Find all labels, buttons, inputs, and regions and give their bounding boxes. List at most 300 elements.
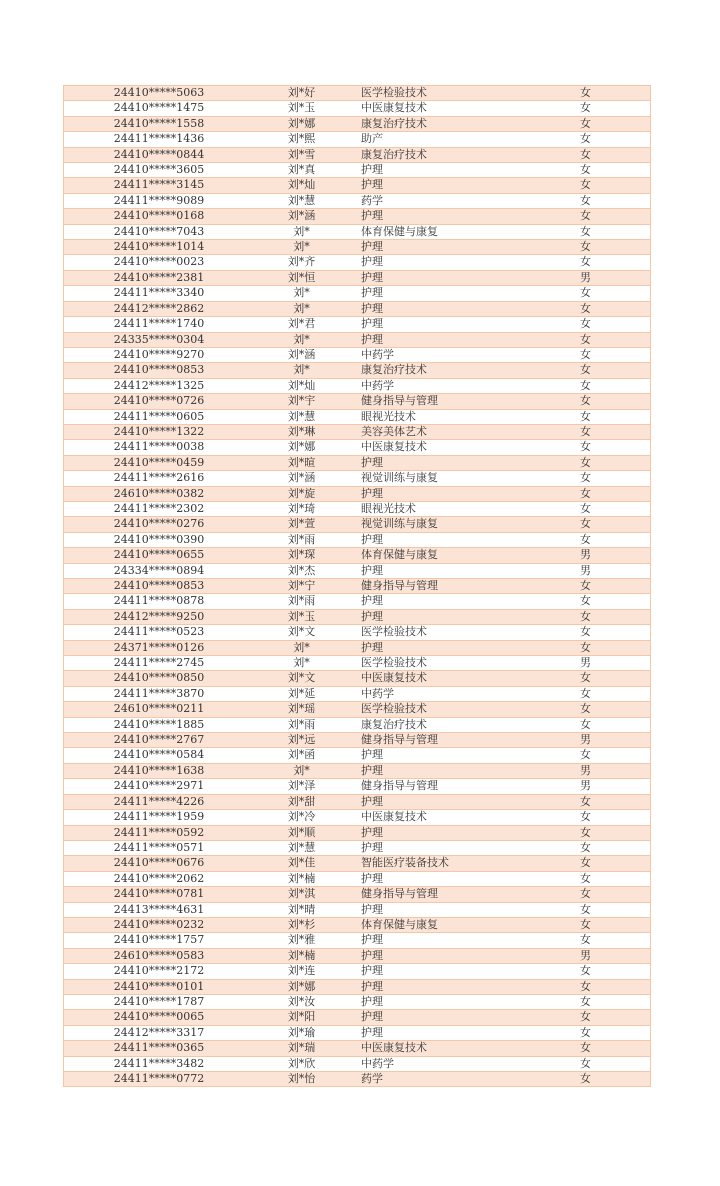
major-cell: 医学检验技术 (349, 86, 521, 101)
student-name-cell: 刘*涵 (254, 347, 349, 362)
table-row (64, 794, 651, 809)
student-id-cell: 24411*****3145 (64, 178, 255, 193)
table-row (64, 579, 651, 594)
table-row (64, 656, 651, 671)
major-cell: 助产 (349, 132, 521, 147)
student-name-cell: 刘*雪 (254, 147, 349, 162)
student-name-cell: 刘*远 (254, 733, 349, 748)
student-id-cell: 24410*****1558 (64, 116, 255, 131)
student-name-cell: 刘*娜 (254, 440, 349, 455)
table-row (64, 486, 651, 501)
table-row (64, 301, 651, 316)
gender-cell: 女 (521, 810, 651, 825)
major-cell: 中医康复技术 (349, 1041, 521, 1056)
gender-cell: 女 (521, 609, 651, 624)
table-row (64, 748, 651, 763)
gender-cell: 女 (521, 917, 651, 932)
major-cell: 护理 (349, 270, 521, 285)
student-id-cell: 24411*****9089 (64, 193, 255, 208)
gender-cell: 女 (521, 394, 651, 409)
student-name-cell: 刘*阳 (254, 1010, 349, 1025)
major-cell: 健身指导与管理 (349, 733, 521, 748)
major-cell: 中药学 (349, 378, 521, 393)
student-name-cell: 刘*淇 (254, 887, 349, 902)
student-id-cell: 24410*****0232 (64, 917, 255, 932)
table-row (64, 871, 651, 886)
table-row (64, 409, 651, 424)
student-id-cell: 24335*****0304 (64, 332, 255, 347)
student-name-cell: 刘*雅 (254, 933, 349, 948)
student-name-cell: 刘*旋 (254, 486, 349, 501)
student-id-cell: 24411*****0592 (64, 825, 255, 840)
student-id-cell: 24410*****0655 (64, 548, 255, 563)
student-name-cell: 刘*慧 (254, 840, 349, 855)
student-name-cell: 刘*顺 (254, 825, 349, 840)
student-name-cell: 刘*延 (254, 686, 349, 701)
table-row (64, 270, 651, 285)
gender-cell: 女 (521, 363, 651, 378)
student-name-cell: 刘*齐 (254, 255, 349, 270)
student-name-cell: 刘*雨 (254, 532, 349, 547)
student-name-cell: 刘*琳 (254, 424, 349, 439)
student-id-cell: 24411*****3870 (64, 686, 255, 701)
gender-cell: 女 (521, 579, 651, 594)
gender-cell: 男 (521, 548, 651, 563)
major-cell: 护理 (349, 1010, 521, 1025)
student-id-cell: 24411*****2302 (64, 501, 255, 516)
table-row (64, 363, 651, 378)
gender-cell: 女 (521, 286, 651, 301)
gender-cell: 女 (521, 625, 651, 640)
gender-cell: 女 (521, 717, 651, 732)
student-id-cell: 24411*****1740 (64, 317, 255, 332)
major-cell: 中药学 (349, 1056, 521, 1071)
major-cell: 护理 (349, 763, 521, 778)
table-row (64, 424, 651, 439)
major-cell: 康复治疗技术 (349, 717, 521, 732)
student-name-cell: 刘* (254, 224, 349, 239)
student-id-cell: 24410*****1475 (64, 101, 255, 116)
gender-cell: 女 (521, 209, 651, 224)
major-cell: 中医康复技术 (349, 440, 521, 455)
major-cell: 护理 (349, 301, 521, 316)
student-id-cell: 24610*****0382 (64, 486, 255, 501)
table-row (64, 917, 651, 932)
table-row (64, 1072, 651, 1087)
student-id-cell: 24410*****1322 (64, 424, 255, 439)
student-id-cell: 24410*****5063 (64, 86, 255, 101)
student-id-cell: 24410*****0584 (64, 748, 255, 763)
student-name-cell: 刘*宇 (254, 394, 349, 409)
major-cell: 康复治疗技术 (349, 363, 521, 378)
table-row (64, 378, 651, 393)
table-row (64, 347, 651, 362)
table-row (64, 394, 651, 409)
student-id-cell: 24410*****1885 (64, 717, 255, 732)
gender-cell: 男 (521, 656, 651, 671)
student-id-cell: 24410*****0390 (64, 532, 255, 547)
student-id-cell: 24411*****3340 (64, 286, 255, 301)
student-name-cell: 刘*雨 (254, 717, 349, 732)
student-id-cell: 24371*****0126 (64, 640, 255, 655)
major-cell: 护理 (349, 255, 521, 270)
student-table (63, 85, 651, 1087)
student-name-cell: 刘*冷 (254, 810, 349, 825)
gender-cell: 女 (521, 1056, 651, 1071)
student-name-cell: 刘*慧 (254, 409, 349, 424)
major-cell: 护理 (349, 871, 521, 886)
gender-cell: 女 (521, 871, 651, 886)
student-id-cell: 24334*****0894 (64, 563, 255, 578)
gender-cell: 女 (521, 101, 651, 116)
student-name-cell: 刘*娜 (254, 979, 349, 994)
major-cell: 视觉训练与康复 (349, 471, 521, 486)
student-name-cell: 刘*恒 (254, 270, 349, 285)
student-id-cell: 24411*****0038 (64, 440, 255, 455)
gender-cell: 女 (521, 532, 651, 547)
table-row (64, 455, 651, 470)
table-row (64, 686, 651, 701)
major-cell: 体育保健与康复 (349, 224, 521, 239)
major-cell: 健身指导与管理 (349, 394, 521, 409)
gender-cell: 女 (521, 640, 651, 655)
table-row (64, 193, 651, 208)
student-name-cell: 刘*佳 (254, 856, 349, 871)
table-row (64, 640, 651, 655)
student-id-cell: 24410*****0850 (64, 671, 255, 686)
table-row (64, 1025, 651, 1040)
gender-cell: 女 (521, 1041, 651, 1056)
student-id-cell: 24411*****2616 (64, 471, 255, 486)
student-id-cell: 24412*****1325 (64, 378, 255, 393)
table-row (64, 702, 651, 717)
table-row (64, 994, 651, 1009)
student-id-cell: 24410*****0781 (64, 887, 255, 902)
student-name-cell: 刘*君 (254, 317, 349, 332)
student-id-cell: 24411*****4226 (64, 794, 255, 809)
student-id-cell: 24410*****0065 (64, 1010, 255, 1025)
table-row (64, 1056, 651, 1071)
table-row (64, 671, 651, 686)
student-name-cell: 刘*雨 (254, 594, 349, 609)
gender-cell: 女 (521, 255, 651, 270)
major-cell: 视觉训练与康复 (349, 517, 521, 532)
student-id-cell: 24410*****0276 (64, 517, 255, 532)
student-id-cell: 24410*****1787 (64, 994, 255, 1009)
major-cell: 护理 (349, 840, 521, 855)
major-cell: 医学检验技术 (349, 625, 521, 640)
major-cell: 护理 (349, 163, 521, 178)
major-cell: 护理 (349, 933, 521, 948)
major-cell: 健身指导与管理 (349, 579, 521, 594)
student-name-cell: 刘*萱 (254, 517, 349, 532)
gender-cell: 女 (521, 1010, 651, 1025)
table-row (64, 964, 651, 979)
major-cell: 护理 (349, 979, 521, 994)
major-cell: 护理 (349, 994, 521, 1009)
major-cell: 眼视光技术 (349, 409, 521, 424)
student-name-cell: 刘*杰 (254, 563, 349, 578)
student-id-cell: 24411*****0523 (64, 625, 255, 640)
gender-cell: 女 (521, 517, 651, 532)
student-name-cell: 刘*欣 (254, 1056, 349, 1071)
student-id-cell: 24413*****4631 (64, 902, 255, 917)
major-cell: 护理 (349, 332, 521, 347)
table-row (64, 840, 651, 855)
gender-cell: 男 (521, 948, 651, 963)
student-id-cell: 24410*****0844 (64, 147, 255, 162)
student-id-cell: 24411*****3482 (64, 1056, 255, 1071)
table-row (64, 887, 651, 902)
major-cell: 体育保健与康复 (349, 548, 521, 563)
major-cell: 健身指导与管理 (349, 779, 521, 794)
gender-cell: 女 (521, 86, 651, 101)
major-cell: 护理 (349, 640, 521, 655)
gender-cell: 女 (521, 840, 651, 855)
gender-cell: 女 (521, 332, 651, 347)
student-name-cell: 刘*楠 (254, 948, 349, 963)
student-name-cell: 刘*玉 (254, 609, 349, 624)
gender-cell: 女 (521, 455, 651, 470)
gender-cell: 男 (521, 763, 651, 778)
table-row (64, 763, 651, 778)
gender-cell: 女 (521, 224, 651, 239)
major-cell: 医学检验技术 (349, 656, 521, 671)
student-name-cell: 刘*连 (254, 964, 349, 979)
student-id-cell: 24411*****0605 (64, 409, 255, 424)
student-name-cell: 刘*函 (254, 748, 349, 763)
student-name-cell: 刘*慧 (254, 193, 349, 208)
gender-cell: 女 (521, 1072, 651, 1087)
major-cell: 护理 (349, 317, 521, 332)
table-row (64, 563, 651, 578)
student-name-cell: 刘*涵 (254, 471, 349, 486)
gender-cell: 女 (521, 902, 651, 917)
student-id-cell: 24410*****0676 (64, 856, 255, 871)
student-id-cell: 24610*****0211 (64, 702, 255, 717)
student-id-cell: 24410*****0853 (64, 579, 255, 594)
student-name-cell: 刘*甜 (254, 794, 349, 809)
student-name-cell: 刘*杉 (254, 917, 349, 932)
gender-cell: 女 (521, 594, 651, 609)
gender-cell: 男 (521, 563, 651, 578)
major-cell: 健身指导与管理 (349, 887, 521, 902)
gender-cell: 女 (521, 409, 651, 424)
student-name-cell: 刘*泽 (254, 779, 349, 794)
gender-cell: 女 (521, 193, 651, 208)
table-row (64, 548, 651, 563)
gender-cell: 女 (521, 1025, 651, 1040)
table-row (64, 132, 651, 147)
gender-cell: 女 (521, 486, 651, 501)
table-row (64, 178, 651, 193)
major-cell: 中药学 (349, 347, 521, 362)
gender-cell: 女 (521, 501, 651, 516)
gender-cell: 女 (521, 979, 651, 994)
gender-cell: 女 (521, 686, 651, 701)
gender-cell: 女 (521, 163, 651, 178)
table-row (64, 116, 651, 131)
table-row (64, 1041, 651, 1056)
major-cell: 护理 (349, 609, 521, 624)
gender-cell: 女 (521, 378, 651, 393)
student-id-cell: 24410*****0853 (64, 363, 255, 378)
gender-cell: 女 (521, 147, 651, 162)
student-name-cell: 刘*琦 (254, 501, 349, 516)
student-name-cell: 刘*文 (254, 625, 349, 640)
table-row (64, 332, 651, 347)
major-cell: 护理 (349, 1025, 521, 1040)
table-row (64, 825, 651, 840)
student-name-cell: 刘* (254, 363, 349, 378)
major-cell: 护理 (349, 563, 521, 578)
student-id-cell: 24411*****1959 (64, 810, 255, 825)
table-row (64, 255, 651, 270)
student-id-cell: 24411*****0365 (64, 1041, 255, 1056)
table-row (64, 471, 651, 486)
table-row (64, 979, 651, 994)
gender-cell: 女 (521, 794, 651, 809)
major-cell: 护理 (349, 594, 521, 609)
table-row (64, 240, 651, 255)
gender-cell: 女 (521, 471, 651, 486)
table-row (64, 286, 651, 301)
student-name-cell: 刘* (254, 640, 349, 655)
major-cell: 智能医疗装备技术 (349, 856, 521, 871)
student-id-cell: 24410*****2172 (64, 964, 255, 979)
student-id-cell: 24410*****0459 (64, 455, 255, 470)
gender-cell: 女 (521, 240, 651, 255)
student-name-cell: 刘*琛 (254, 548, 349, 563)
student-id-cell: 24410*****9270 (64, 347, 255, 362)
major-cell: 中医康复技术 (349, 671, 521, 686)
table-row (64, 224, 651, 239)
student-id-cell: 24411*****2745 (64, 656, 255, 671)
student-name-cell: 刘*真 (254, 163, 349, 178)
major-cell: 眼视光技术 (349, 501, 521, 516)
major-cell: 体育保健与康复 (349, 917, 521, 932)
table-row (64, 902, 651, 917)
table-row (64, 317, 651, 332)
student-id-cell: 24412*****9250 (64, 609, 255, 624)
gender-cell: 女 (521, 317, 651, 332)
student-name-cell: 刘* (254, 240, 349, 255)
gender-cell: 女 (521, 887, 651, 902)
major-cell: 康复治疗技术 (349, 116, 521, 131)
student-id-cell: 24410*****1014 (64, 240, 255, 255)
student-name-cell: 刘*涵 (254, 209, 349, 224)
student-name-cell: 刘*楠 (254, 871, 349, 886)
student-name-cell: 刘*娜 (254, 116, 349, 131)
major-cell: 护理 (349, 486, 521, 501)
gender-cell: 女 (521, 132, 651, 147)
table-row (64, 948, 651, 963)
table-row (64, 810, 651, 825)
gender-cell: 男 (521, 270, 651, 285)
major-cell: 康复治疗技术 (349, 147, 521, 162)
table-row (64, 101, 651, 116)
gender-cell: 女 (521, 424, 651, 439)
table-row (64, 532, 651, 547)
student-id-cell: 24410*****0101 (64, 979, 255, 994)
major-cell: 护理 (349, 240, 521, 255)
table-row (64, 733, 651, 748)
major-cell: 中医康复技术 (349, 810, 521, 825)
student-id-cell: 24411*****1436 (64, 132, 255, 147)
gender-cell: 女 (521, 347, 651, 362)
major-cell: 医学检验技术 (349, 702, 521, 717)
student-name-cell: 刘*好 (254, 86, 349, 101)
major-cell: 药学 (349, 193, 521, 208)
student-id-cell: 24410*****1638 (64, 763, 255, 778)
student-name-cell: 刘*文 (254, 671, 349, 686)
table-body (64, 86, 651, 1087)
student-name-cell: 刘*瑶 (254, 702, 349, 717)
student-id-cell: 24610*****0583 (64, 948, 255, 963)
student-name-cell: 刘*汝 (254, 994, 349, 1009)
table-row (64, 717, 651, 732)
major-cell: 护理 (349, 964, 521, 979)
student-id-cell: 24410*****2381 (64, 270, 255, 285)
gender-cell: 女 (521, 116, 651, 131)
major-cell: 护理 (349, 209, 521, 224)
major-cell: 护理 (349, 455, 521, 470)
student-name-cell: 刘*玉 (254, 101, 349, 116)
student-id-cell: 24410*****0726 (64, 394, 255, 409)
student-id-cell: 24410*****0023 (64, 255, 255, 270)
table-row (64, 163, 651, 178)
gender-cell: 男 (521, 733, 651, 748)
major-cell: 护理 (349, 532, 521, 547)
student-name-cell: 刘*灿 (254, 378, 349, 393)
student-id-cell: 24410*****0168 (64, 209, 255, 224)
gender-cell: 女 (521, 440, 651, 455)
table-row (64, 440, 651, 455)
student-id-cell: 24412*****3317 (64, 1025, 255, 1040)
table-row (64, 933, 651, 948)
student-name-cell: 刘*瑜 (254, 1025, 349, 1040)
major-cell: 护理 (349, 748, 521, 763)
student-id-cell: 24410*****2062 (64, 871, 255, 886)
table-row (64, 856, 651, 871)
table-row (64, 779, 651, 794)
table-row (64, 1010, 651, 1025)
table-row (64, 625, 651, 640)
student-name-cell: 刘*瑞 (254, 1041, 349, 1056)
student-id-cell: 24410*****2767 (64, 733, 255, 748)
major-cell: 护理 (349, 794, 521, 809)
major-cell: 中医康复技术 (349, 101, 521, 116)
major-cell: 美容美体艺术 (349, 424, 521, 439)
major-cell: 护理 (349, 178, 521, 193)
table-row (64, 501, 651, 516)
gender-cell: 男 (521, 779, 651, 794)
student-id-cell: 24410*****1757 (64, 933, 255, 948)
student-id-cell: 24411*****0571 (64, 840, 255, 855)
major-cell: 护理 (349, 902, 521, 917)
gender-cell: 女 (521, 964, 651, 979)
student-name-cell: 刘* (254, 656, 349, 671)
major-cell: 药学 (349, 1072, 521, 1087)
student-name-cell: 刘*怡 (254, 1072, 349, 1087)
table-row (64, 147, 651, 162)
student-id-cell: 24410*****7043 (64, 224, 255, 239)
gender-cell: 女 (521, 933, 651, 948)
student-name-cell: 刘*暄 (254, 455, 349, 470)
student-id-cell: 24412*****2862 (64, 301, 255, 316)
table-row (64, 594, 651, 609)
student-id-cell: 24411*****0772 (64, 1072, 255, 1087)
